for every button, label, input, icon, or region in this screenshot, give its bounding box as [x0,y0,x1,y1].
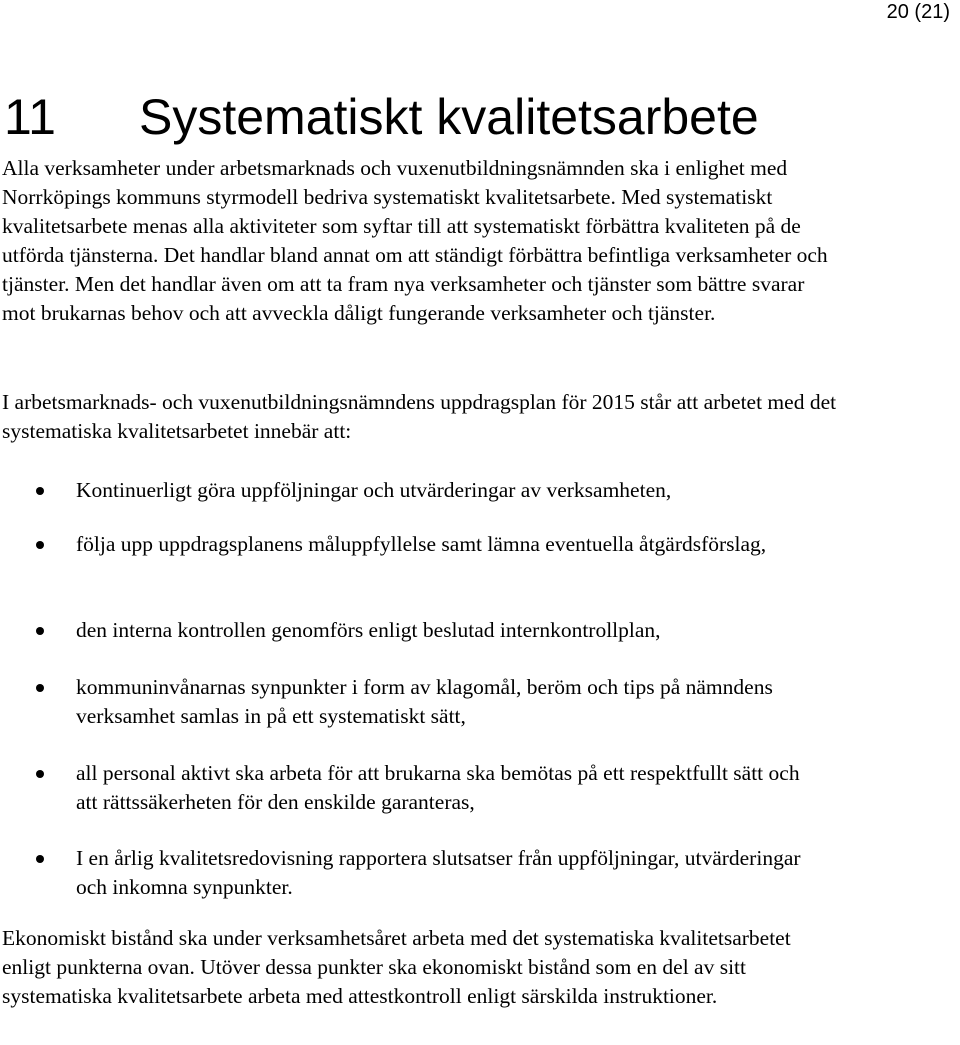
bullet-icon [36,487,44,495]
list-item-text: följa upp uppdragsplanens måluppfyllelse samt lämna eventuella åtgärdsförslag, [76,532,767,556]
section-number: 11 [4,89,56,145]
list-item-text: I en årlig kvalitetsredovisning rapportera slutsatser från uppföljningar, utvärderingar och inkomna synpunkter. [76,846,801,899]
list-item-text: den interna kontrollen genomförs enligt beslutad internkontrollplan, [76,618,661,642]
bullet-icon [36,855,44,863]
plan-paragraph: I arbetsmarknads- och vuxenutbildningsnämndens uppdragsplan för 2015 står att arbetet med det systematiska kvalitetsarbetet innebär att: [2,390,837,443]
bullet-icon [36,627,44,635]
bullet-icon [36,541,44,549]
section-title: Systematiskt kvalitetsarbete [139,89,759,145]
bullet-icon [36,770,44,778]
list-item-text: Kontinuerligt göra uppföljningar och utvärderingar av verksamheten, [76,478,672,502]
closing-paragraph: Ekonomiskt bistånd ska under verksamhetsåret arbeta med det systematiska kvalitetsarbetet enligt punkterna ovan. Utöver dessa punkter ska ekonomiskt bistånd som en del av sitt systematiska kvalitetsarbete arbeta med attestkontroll enligt särskilda instruktioner. [2,926,791,1008]
bullet-icon [36,684,44,692]
list-item-text: all personal aktivt ska arbeta för att brukarna ska bemötas på ett respektfullt sätt och att rättssäkerheten för den enskilde garanteras, [76,761,800,814]
section-heading [4,86,759,148]
intro-paragraph: Alla verksamheter under arbetsmarknads och vuxenutbildningsnämnden ska i enlighet med Norrköpings kommuns styrmodell bedriva systematiskt kvalitetsarbete. Med systematiskt kvalitetsarbete menas alla aktiviteter som syftar till att systematiskt förbättra kvaliteten på de utförda tjänsterna. Det handlar bland annat om att ständigt förbättra befintliga verksamheter och tjänster. Men det handlar även om att ta fram nya verksamheter och tjänster som bättre svarar mot brukarnas behov och att avveckla dåligt fungerande verksamheter och tjänster. [2,156,828,325]
list-item-text: kommuninvånarnas synpunkter i form av klagomål, beröm och tips på nämndens verksamhet samlas in på ett systematiskt sätt, [76,675,773,728]
page-number: 20 (21) [886,1,950,23]
